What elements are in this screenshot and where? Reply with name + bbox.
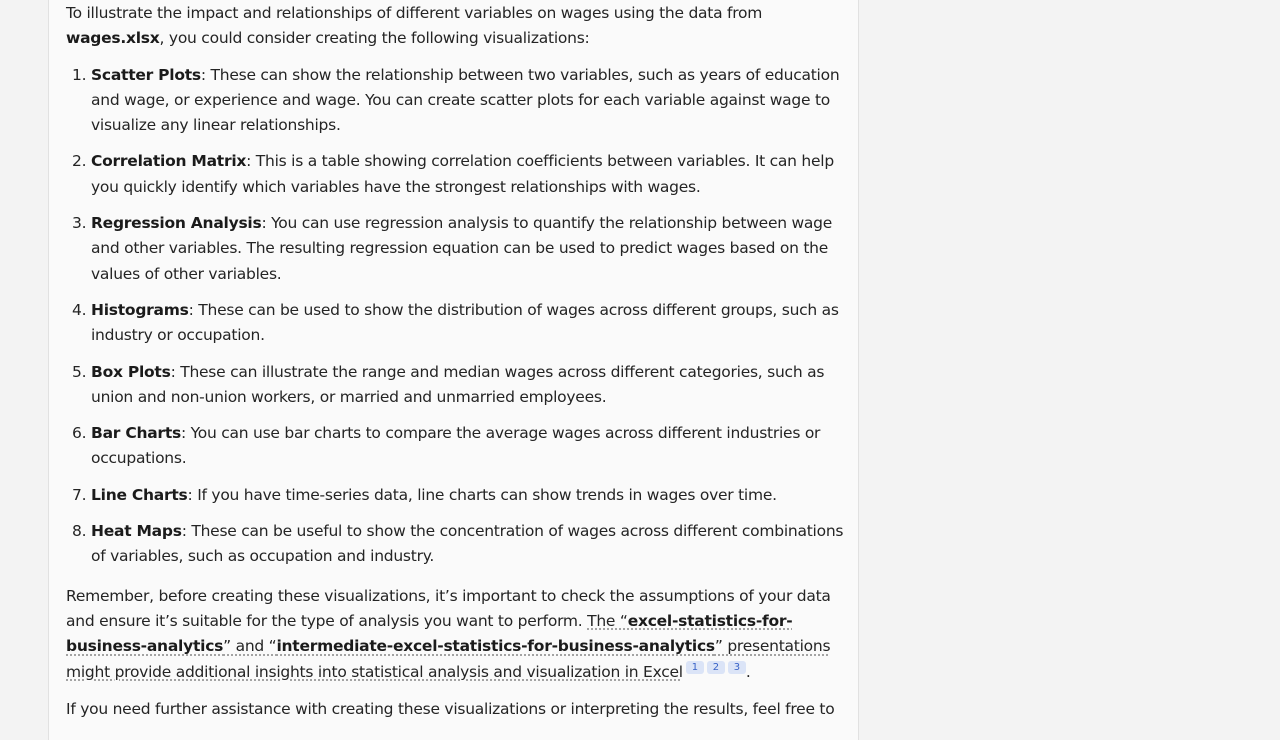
presentation-name-2: intermediate-excel-statistics-for-business-analytics: [276, 637, 715, 656]
list-item-text: : These can be useful to show the concentration of wages across different combinations of variables, such as occupation and industry.: [91, 522, 844, 566]
list-item-text: : If you have time-series data, line charts can show trends in wages over time.: [187, 485, 777, 504]
list-item-text: : These can be used to show the distribution of wages across different groups, such as industry or occupation.: [91, 300, 839, 345]
list-item-title: Correlation Matrix: [91, 152, 247, 171]
list-item-text: : These can show the relationship between two variables, such as years of education and wage, or experience and wage. You can create scatter plots for each variable against wage to visualize any linear relationships.: [91, 65, 840, 135]
list-item: [91, 149, 846, 200]
list-item: [91, 421, 846, 472]
response-content: [66, 0, 846, 722]
list-item: [91, 360, 846, 411]
list-item-title: Histograms: [91, 300, 189, 319]
presentation-name-1: excel-statistics-for-business-analytics: [66, 611, 793, 656]
link-text-mid: ” and “: [223, 637, 277, 656]
visualization-list: [66, 63, 846, 570]
list-item-title: Heat Maps: [91, 522, 182, 541]
citation-badge-2[interactable]: 2: [707, 661, 725, 674]
list-item-title: Scatter Plots: [91, 65, 201, 84]
intro-paragraph: [66, 1, 846, 52]
list-item: [91, 298, 846, 349]
citation-badge-3[interactable]: 3: [728, 661, 746, 674]
list-item-text: : This is a table showing correlation coefficients between variables. It can help you quickly identify which variables have the strongest relationships with wages.: [91, 152, 834, 196]
citation-badge-1[interactable]: 1: [686, 661, 704, 674]
list-item-title: Line Charts: [91, 485, 188, 504]
sentence-end: .: [745, 662, 751, 681]
list-item-title: Bar Charts: [91, 424, 181, 443]
chat-response-card: [48, 0, 859, 740]
intro-text: To illustrate the impact and relationships of different variables on wages using the data from: [66, 4, 763, 22]
list-item: [91, 63, 846, 139]
list-item-title: Regression Analysis: [91, 214, 262, 233]
remember-paragraph: [66, 584, 846, 685]
list-item-text: : You can use regression analysis to quantify the relationship between wage and other variables. The resulting regression equation can be used to predict wages based on the values of other variables.: [91, 214, 833, 283]
filename: wages.xlsx: [66, 29, 160, 48]
list-item-text: : You can use bar charts to compare the average wages across different industries or occupations.: [91, 424, 821, 468]
link-text-post: ” presentations might provide additional insights into statistical analysis and visualization in Excel: [66, 637, 831, 681]
list-item: [91, 211, 846, 287]
list-item: [91, 483, 846, 508]
list-item-text: : These can illustrate the range and median wages across different categories, such as union and non-union workers, or married and unmarried employees.: [91, 362, 825, 406]
intro-text-end: , you could consider creating the following visualizations:: [159, 29, 590, 48]
followup-paragraph: If you need further assistance with creating these visualizations or interpreting the results, feel free to: [66, 699, 835, 718]
link-text-pre: The “: [587, 611, 628, 630]
list-item: [91, 519, 846, 570]
remember-text: Remember, before creating these visualizations, it’s important to check the assumptions of your data and ensure it’s suitable for the type of analysis you want to perform.: [66, 586, 831, 630]
list-item-title: Box Plots: [91, 362, 171, 381]
